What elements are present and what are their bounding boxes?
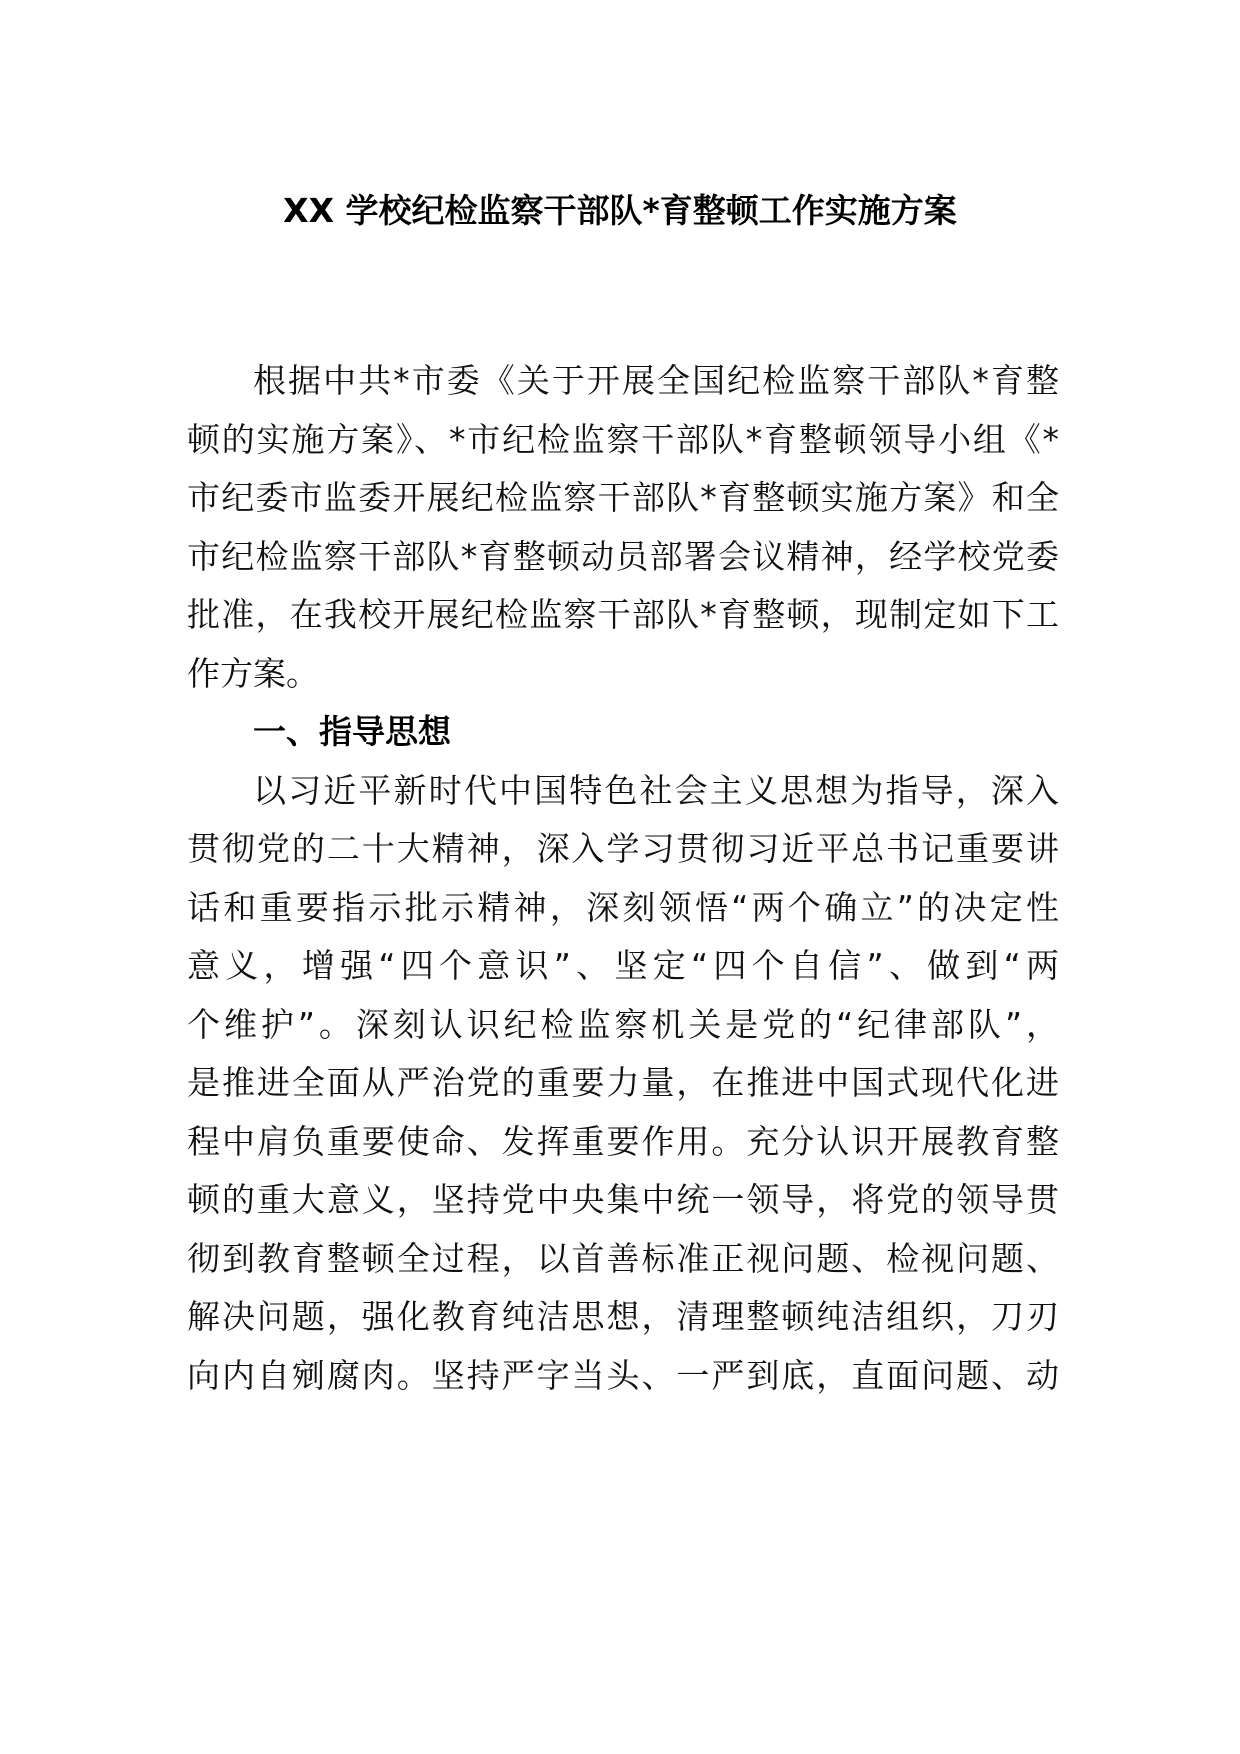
paragraph-line: 作方案。 bbox=[187, 653, 319, 693]
section-paragraph bbox=[187, 762, 1059, 1406]
paragraph-line: 根据中共*市委《关于开展全国纪检监察干部队*育整 bbox=[253, 361, 1059, 400]
paragraph-line: 程中肩负重要使命、发挥重要作用。充分认识开展教育整 bbox=[187, 1121, 1059, 1161]
paragraph-line: 贯彻党的二十大精神，深入学习贯彻习近平总书记重要讲 bbox=[187, 829, 1059, 868]
paragraph-line: 市纪检监察干部队*育整顿动员部署会议精神，经学校党委 bbox=[187, 536, 1059, 576]
document-title: XX 学校纪检监察干部队*育整顿工作实施方案 bbox=[283, 191, 957, 230]
paragraph-line: 顿的重大意义，坚持党中央集中统一领导，将党的领导贯 bbox=[187, 1180, 1059, 1219]
paragraph-line: 以习近平新时代中国特色社会主义思想为指导，深入 bbox=[253, 770, 1059, 810]
document-body bbox=[187, 352, 1059, 1405]
paragraph-line: 解决问题，强化教育纯洁思想，清理整顿纯洁组织，刀刃 bbox=[187, 1297, 1059, 1336]
paragraph-line: 彻到教育整顿全过程，以首善标准正视问题、检视问题、 bbox=[187, 1238, 1059, 1278]
paragraph-line: 市纪委市监委开展纪检监察干部队*育整顿实施方案》和全 bbox=[187, 478, 1059, 517]
paragraph-line: 向内自剜腐肉。坚持严字当头、一严到底，直面问题、动 bbox=[187, 1355, 1059, 1395]
paragraph-line: 批准，在我校开展纪检监察干部队*育整顿，现制定如下工 bbox=[187, 595, 1059, 634]
paragraph-line: 顿的实施方案》、*市纪检监察干部队*育整顿领导小组《* bbox=[187, 419, 1059, 459]
paragraph-line: 意义，增强“四个意识”、坚定“四个自信”、做到“两 bbox=[187, 946, 1059, 985]
paragraph-line: 话和重要指示批示精神，深刻领悟“两个确立”的决定性 bbox=[187, 887, 1059, 927]
section-heading: 一、指导思想 bbox=[253, 712, 451, 751]
intro-paragraph bbox=[187, 352, 1059, 703]
paragraph-line: 个维护”。深刻认识纪检监察机关是党的“纪律部队”， bbox=[187, 1004, 1059, 1044]
paragraph-line: 是推进全面从严治党的重要力量，在推进中国式现代化进 bbox=[187, 1063, 1059, 1102]
